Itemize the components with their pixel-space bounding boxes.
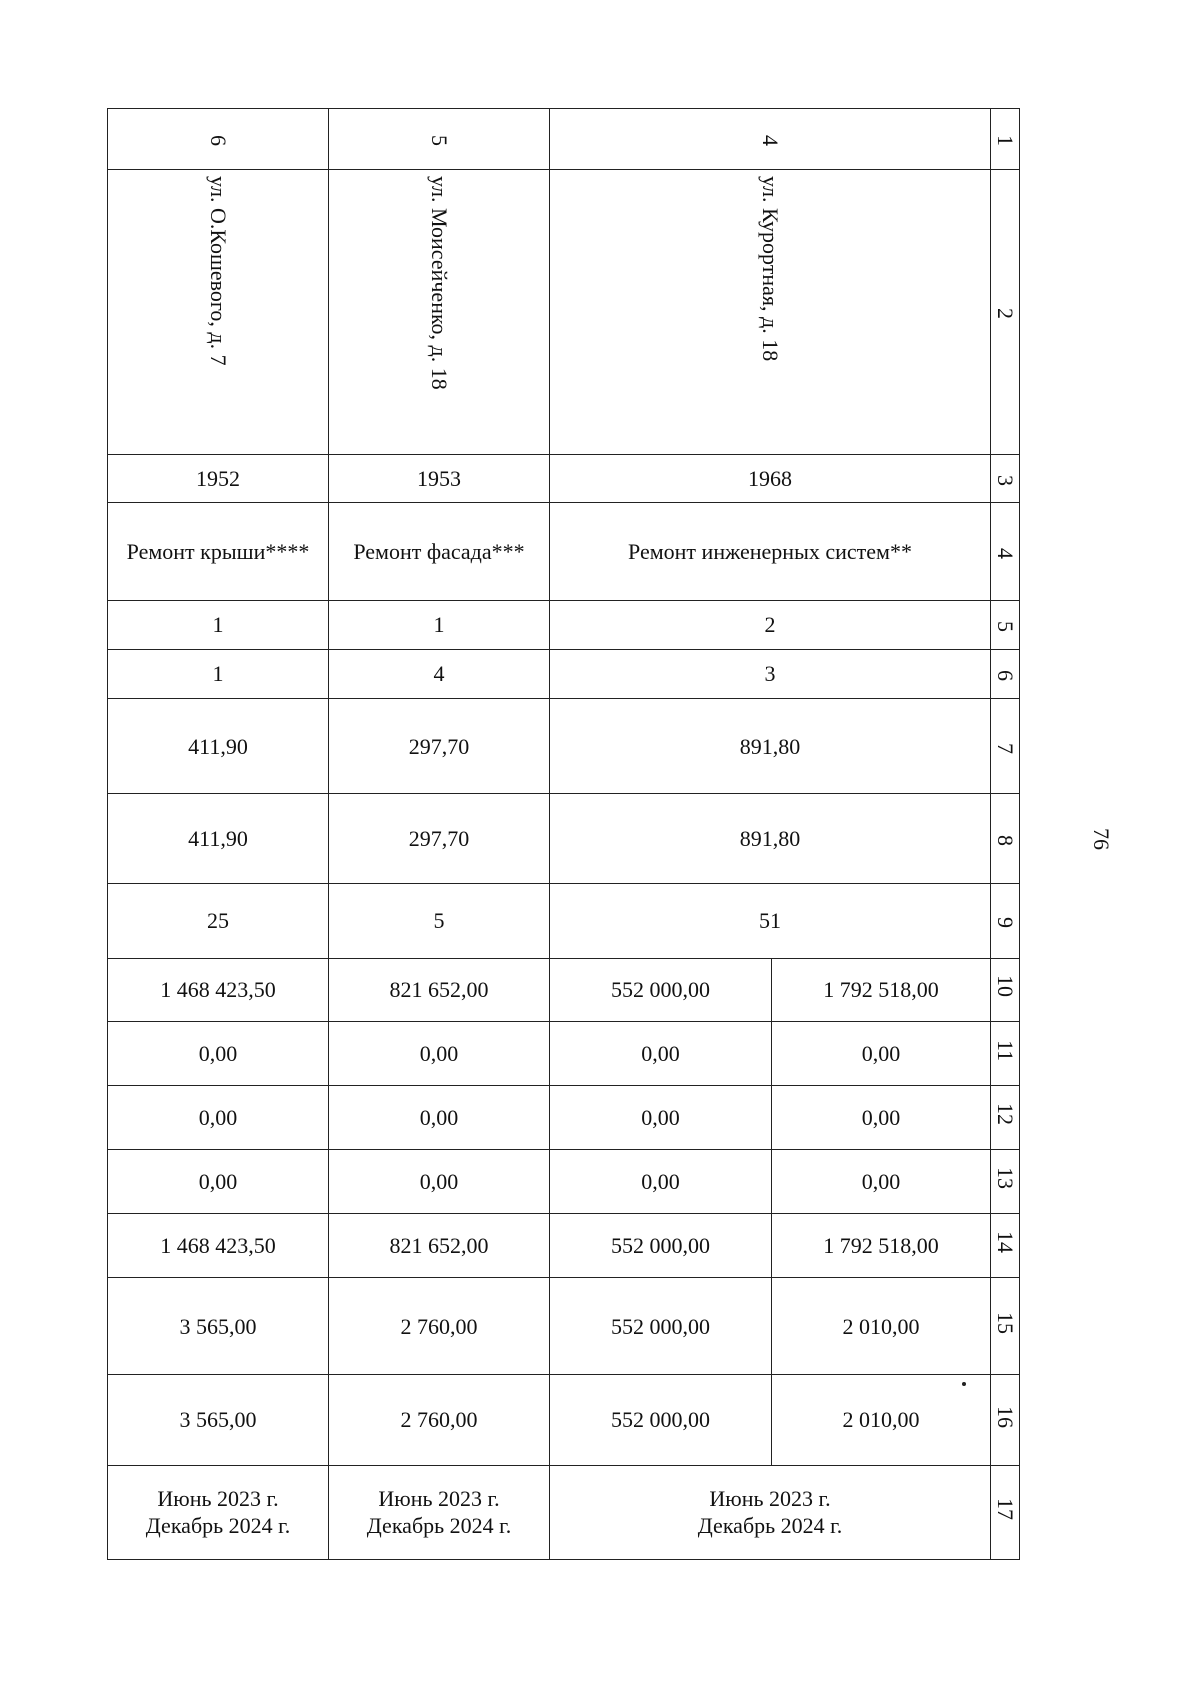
table-row <box>108 1375 1020 1465</box>
cell-value: 411,90 <box>108 794 329 883</box>
cell-year: 1953 <box>329 454 550 502</box>
column-index: 1 <box>991 109 1020 170</box>
cell-address <box>108 170 329 455</box>
cell-value: 2 760,00 <box>329 1278 550 1375</box>
record-number: 4 <box>757 135 783 147</box>
cell-num <box>550 109 991 170</box>
cell-work-type: Ремонт фасада*** <box>329 502 550 600</box>
cell-num <box>329 109 550 170</box>
table-row <box>108 454 1020 502</box>
table-row <box>108 650 1020 699</box>
column-index: 17 <box>991 1465 1020 1559</box>
cell-value: 1 <box>329 600 550 649</box>
cell-value: 0,00 <box>772 1085 991 1149</box>
address-text: ул. О.Кошевого, д. 7 <box>205 176 231 366</box>
cell-value: 0,00 <box>329 1021 550 1085</box>
cell-value: 1 468 423,50 <box>108 958 329 1021</box>
cell-value: 821 652,00 <box>329 958 550 1021</box>
address-text: ул. Моисейченко, д. 18 <box>426 176 452 390</box>
cell-value: 0,00 <box>772 1021 991 1085</box>
table-row <box>108 109 1020 170</box>
cell-value: 0,00 <box>772 1150 991 1214</box>
column-index: 2 <box>991 170 1020 455</box>
column-index: 15 <box>991 1278 1020 1375</box>
record-number: 5 <box>426 135 452 147</box>
table-row <box>108 794 1020 883</box>
cell-value: 0,00 <box>550 1021 772 1085</box>
column-index: 10 <box>991 958 1020 1021</box>
table-row <box>108 170 1020 455</box>
table-row <box>108 1085 1020 1149</box>
column-index: 7 <box>991 699 1020 794</box>
cell-value: 0,00 <box>329 1085 550 1149</box>
cell-value: 297,70 <box>329 794 550 883</box>
table-row <box>108 1214 1020 1278</box>
column-index: 12 <box>991 1085 1020 1149</box>
cell-value: 3 565,00 <box>108 1278 329 1375</box>
cell-value: 552 000,00 <box>550 958 772 1021</box>
cell-num <box>108 109 329 170</box>
page-number: 76 <box>1089 828 1114 850</box>
cell-period <box>329 1465 550 1559</box>
cell-value: 1 <box>108 600 329 649</box>
cell-value: 891,80 <box>550 794 991 883</box>
column-index: 5 <box>991 600 1020 649</box>
table-row <box>108 1021 1020 1085</box>
cell-value: 0,00 <box>550 1085 772 1149</box>
cell-value: 0,00 <box>329 1150 550 1214</box>
column-index: 3 <box>991 454 1020 502</box>
cell-value: 552 000,00 <box>550 1214 772 1278</box>
rotated-table <box>107 108 1020 1560</box>
cell-address <box>329 170 550 455</box>
cell-address <box>550 170 991 455</box>
period-start: Июнь 2023 г. <box>378 1485 500 1511</box>
column-index: 9 <box>991 883 1020 958</box>
table-row <box>108 883 1020 958</box>
column-index: 4 <box>991 502 1020 600</box>
period-end: Декабрь 2024 г. <box>366 1513 512 1539</box>
address-text: ул. Курортная, д. 18 <box>757 176 783 362</box>
cell-work-type: Ремонт инженерных систем** <box>550 502 991 600</box>
cell-value: 2 010,00 <box>772 1278 991 1375</box>
cell-value: 51 <box>550 883 991 958</box>
column-index: 6 <box>991 650 1020 699</box>
cell-value: 0,00 <box>108 1150 329 1214</box>
cell-value: 2 760,00 <box>329 1375 550 1465</box>
cell-value: 552 000,00 <box>550 1278 772 1375</box>
table-row <box>108 958 1020 1021</box>
cell-work-type: Ремонт крыши**** <box>108 502 329 600</box>
column-index: 8 <box>991 794 1020 883</box>
cell-value: 1 792 518,00 <box>772 958 991 1021</box>
table-row <box>108 699 1020 794</box>
cell-value: 552 000,00 <box>550 1375 772 1465</box>
column-index: 16 <box>991 1375 1020 1465</box>
cell-value: 821 652,00 <box>329 1214 550 1278</box>
period-start: Июнь 2023 г. <box>709 1485 831 1511</box>
cell-value: 0,00 <box>108 1021 329 1085</box>
cell-value: 891,80 <box>550 699 991 794</box>
cell-value: 4 <box>329 650 550 699</box>
cell-period <box>108 1465 329 1559</box>
cell-value: 1 <box>108 650 329 699</box>
period-end: Декабрь 2024 г. <box>145 1513 291 1539</box>
cell-period <box>550 1465 991 1559</box>
record-number: 6 <box>205 135 231 147</box>
cell-value: 0,00 <box>550 1150 772 1214</box>
table-row <box>108 502 1020 600</box>
cell-value: 3 565,00 <box>108 1375 329 1465</box>
cell-value: 0,00 <box>108 1085 329 1149</box>
cell-value: 1 792 518,00 <box>772 1214 991 1278</box>
cell-year: 1952 <box>108 454 329 502</box>
cell-value: 25 <box>108 883 329 958</box>
cell-value: 5 <box>329 883 550 958</box>
column-index: 13 <box>991 1150 1020 1214</box>
column-index: 14 <box>991 1214 1020 1278</box>
cell-value: 411,90 <box>108 699 329 794</box>
table-row <box>108 1465 1020 1559</box>
cell-value: 297,70 <box>329 699 550 794</box>
period-end: Декабрь 2024 г. <box>697 1513 843 1539</box>
cell-value: 3 <box>550 650 991 699</box>
table-row <box>108 1150 1020 1214</box>
scan-dot <box>962 1382 966 1386</box>
cell-year: 1968 <box>550 454 991 502</box>
cell-value: 2 <box>550 600 991 649</box>
cell-value: 2 010,00 <box>772 1375 991 1465</box>
period-start: Июнь 2023 г. <box>157 1485 279 1511</box>
cell-value: 1 468 423,50 <box>108 1214 329 1278</box>
table-row <box>108 1278 1020 1375</box>
column-index: 11 <box>991 1021 1020 1085</box>
table-row <box>108 600 1020 649</box>
